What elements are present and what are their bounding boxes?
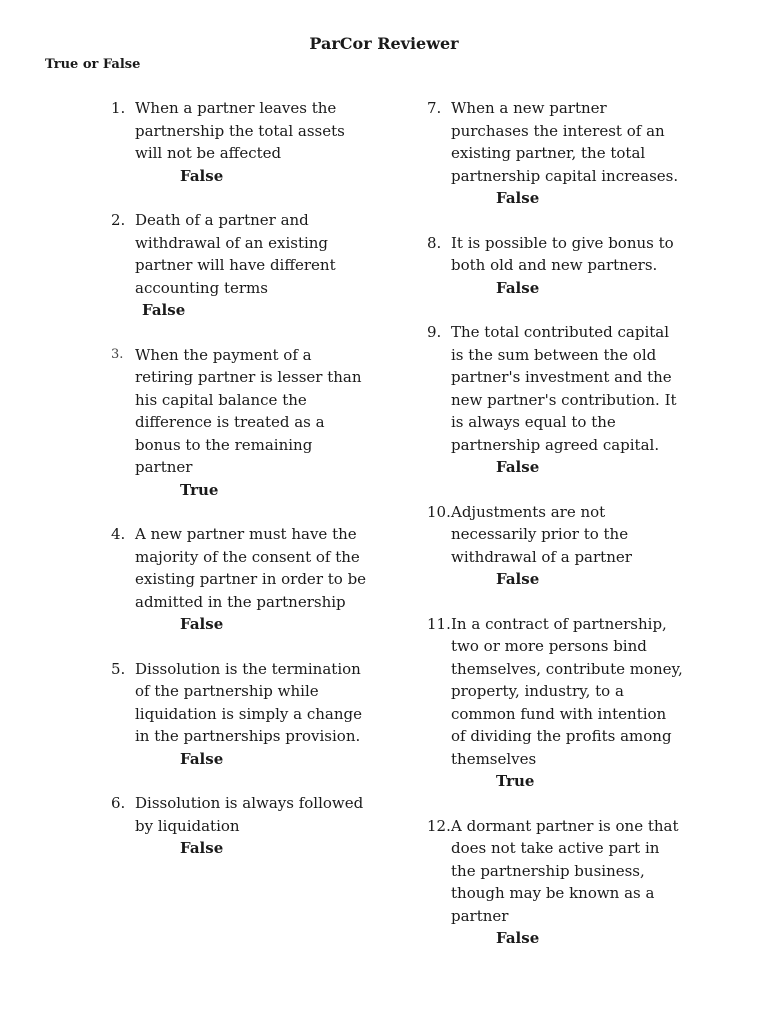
page-title: ParCor Reviewer [309,34,459,53]
question-item [111,792,371,860]
question-item [427,613,687,793]
question-number: 9. [427,323,442,341]
question-answer: False [496,570,540,588]
question-answer: True [180,480,219,499]
question-answer: True [496,772,535,790]
question-answer: False [180,749,224,768]
question-answer: False [496,189,540,207]
question-number: 8. [427,233,442,252]
question-text: When the payment of a retiring partner is lesser than his capital balance the difference is treated as a bonus to the remaining partner [135,345,362,476]
question-answer: False [496,929,540,947]
question-text: When a partner leaves the partnership the total assets will not be affected [135,99,345,162]
section-heading: True or False [45,57,141,72]
question-text: In a contract of partnership, two or more persons bind themselves, contribute money, property, industry, to a common fund with intention of dividing the profits among themselves [451,614,683,768]
question-number: 6. [111,794,126,812]
question-text: Dissolution is always followed by liquidation [135,794,364,835]
question-answer: False [496,278,540,297]
question-item [427,501,687,591]
question-number: 1. [111,99,126,117]
question-text: A new partner must have the majority of the consent of the existing partner in order to be admitted in the partnership [135,525,367,611]
question-answer: False [142,301,186,319]
question-text: When a new partner purchases the interest of an existing partner, the total partnership capital increases. [451,99,679,185]
question-text: Dissolution is the termination of the partnership while liquidation is simply a change in the partnerships provision. [135,659,362,745]
question-text: Death of a partner and withdrawal of an existing partner will have different accounting terms [135,211,336,297]
question-item [111,523,371,636]
question-number: 3. [111,346,124,362]
question-text: A dormant partner is one that does not take active part in the partnership business, though may be known as a partner [451,816,679,925]
question-column-left [111,97,371,860]
question-text: The total contributed capital is the sum between the old partner's investment and the new partner's contribution. It is always equal to the partnership agreed capital. [451,323,677,454]
question-item [111,658,371,771]
question-item [427,321,687,479]
question-item [427,815,687,950]
question-answer: False [496,458,540,476]
question-number: 10. [427,502,451,521]
question-item [111,209,371,322]
question-item [111,97,371,187]
question-number: 12. [427,816,451,835]
question-answer: False [180,166,224,185]
question-text: Adjustments are not necessarily prior to the withdrawal of a partner [451,502,632,566]
question-item [111,344,371,502]
question-answer: False [180,615,224,633]
question-number: 4. [111,525,126,543]
question-number: 5. [111,659,126,678]
question-text: It is possible to give bonus to both old and new partners. [451,233,674,274]
question-number: 2. [111,211,126,229]
question-answer: False [180,839,224,857]
question-item [427,97,687,210]
question-number: 11. [427,614,451,633]
question-item [427,232,687,300]
question-number: 7. [427,99,442,117]
question-column-right [427,97,687,950]
